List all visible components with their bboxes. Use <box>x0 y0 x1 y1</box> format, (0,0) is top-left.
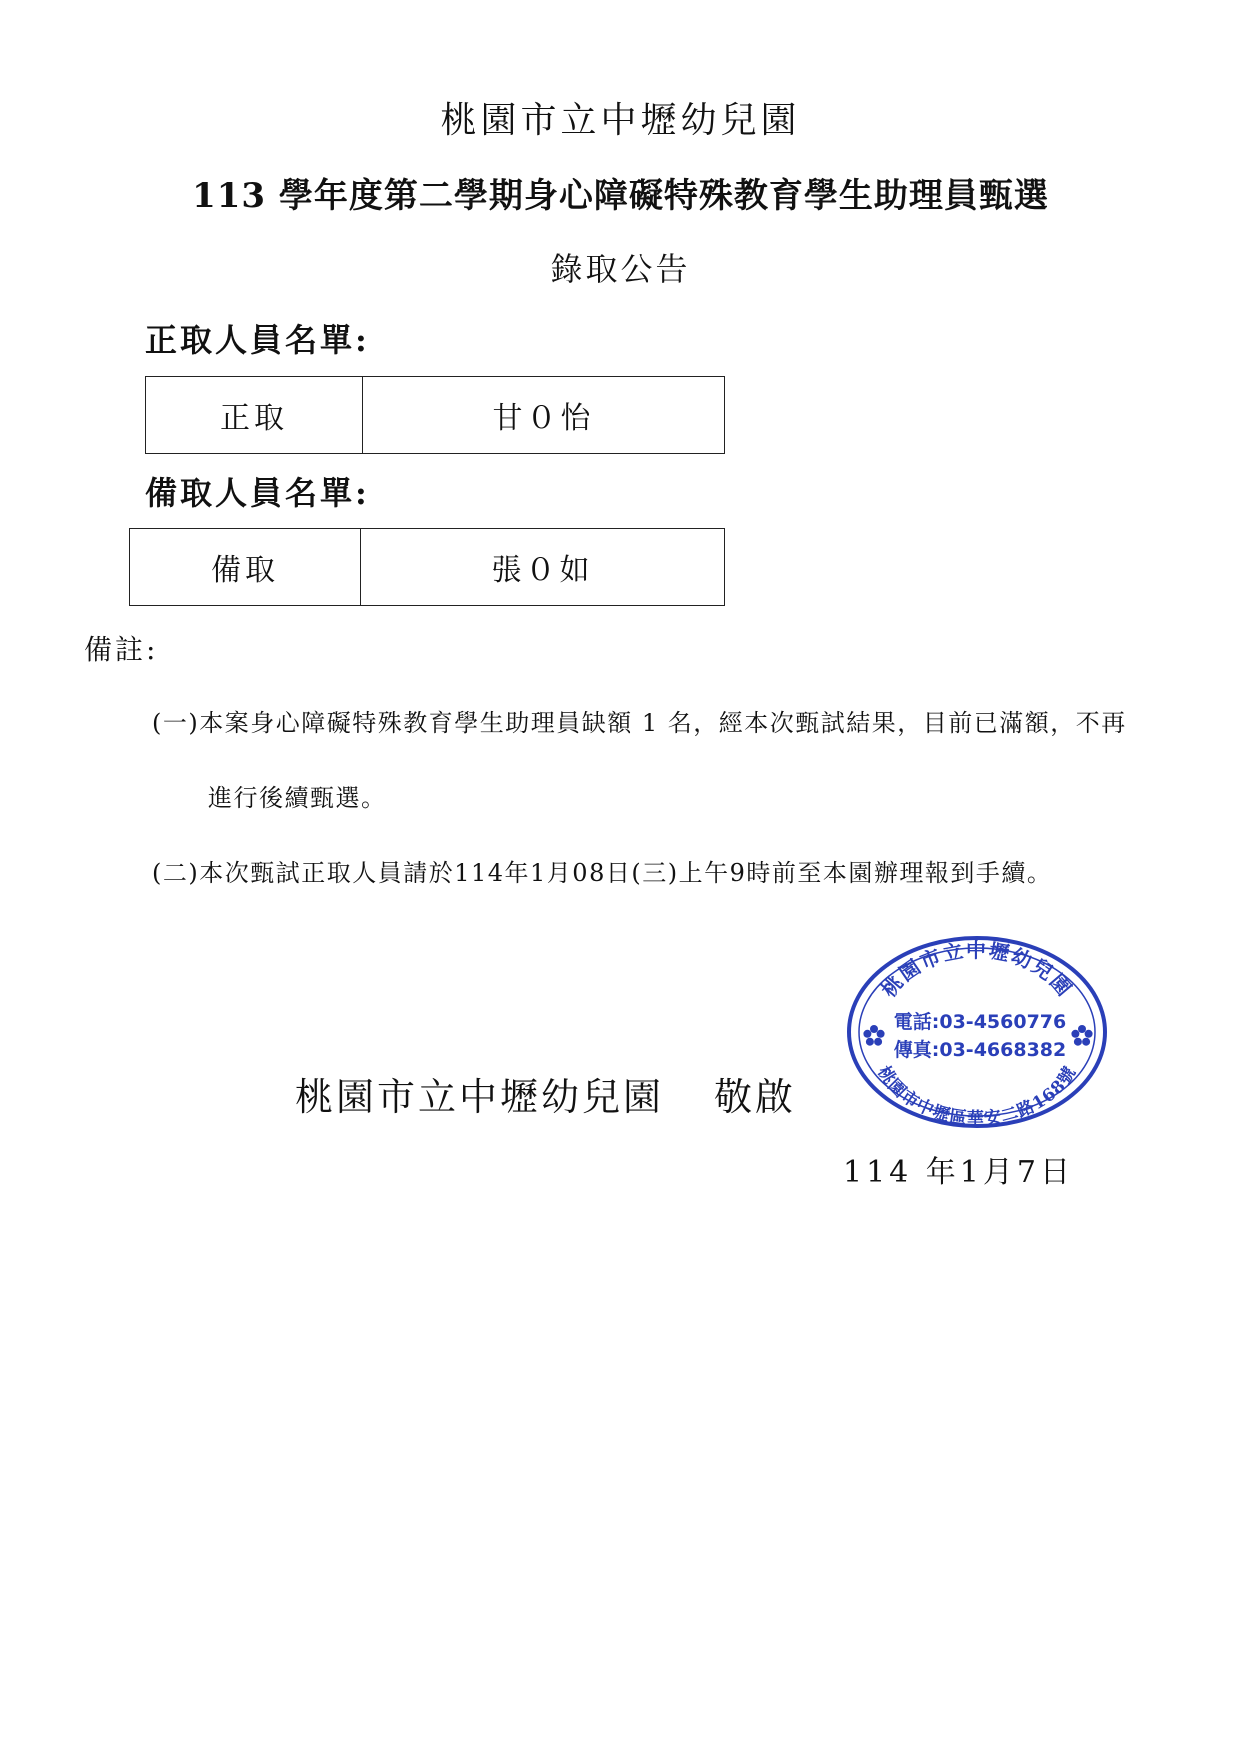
backup-list-table <box>129 528 725 606</box>
seal-fax: 傳真:03-4668382 <box>893 1039 1067 1061</box>
notes-label: 備註: <box>84 633 159 666</box>
primary-list-heading: 正取人員名單: <box>145 321 370 359</box>
school-name: 桃園市立中壢幼兒園 <box>440 100 801 141</box>
primary-label-cell: 正取 <box>146 377 363 454</box>
primary-list-table <box>145 376 725 454</box>
signoff <box>295 1066 796 1121</box>
primary-name-cell: 甘０怡 <box>363 377 725 454</box>
table-row <box>130 529 725 606</box>
note-1-line-2: 進行後續甄選。 <box>208 784 387 812</box>
signoff-closing: 敬啟 <box>714 1075 797 1119</box>
plum-blossom-icon <box>863 1025 884 1046</box>
svg-text:桃園市中壢區華安二路168號 <box>873 1062 1080 1129</box>
signoff-org: 桃園市立中壢幼兒園 <box>295 1075 665 1119</box>
note-1-line-1: (一)本案身心障礙特殊教育學生助理員缺額 1 名，經本次甄試結果，目前已滿額，不再 <box>152 709 1127 737</box>
svg-text:桃園市立中壢幼兒園 <box>877 938 1078 1002</box>
backup-label-cell: 備取 <box>130 529 361 606</box>
seal-bottom-text: 桃園市中壢區華安二路168號 <box>873 1062 1081 1130</box>
official-seal-stamp <box>842 932 1112 1132</box>
note-2: (二)本次甄試正取人員請於114年1月08日(三)上午9時前至本園辦理報到手續。 <box>152 859 1053 887</box>
backup-list-heading: 備取人員名單: <box>145 474 370 512</box>
backup-name-cell: 張０如 <box>361 529 725 606</box>
table-row <box>146 377 725 454</box>
seal-phone: 電話:03-4560776 <box>893 1011 1067 1033</box>
seal-top-text: 桃園市立中壢幼兒園 <box>876 938 1078 1002</box>
document-subtitle: 錄取公告 <box>550 250 691 288</box>
document-title: 113 學年度第二學期身心障礙特殊教育學生助理員甄選 <box>192 176 1049 216</box>
issue-date: 114 年1月7日 <box>843 1155 1074 1190</box>
plum-blossom-icon <box>1071 1025 1092 1046</box>
